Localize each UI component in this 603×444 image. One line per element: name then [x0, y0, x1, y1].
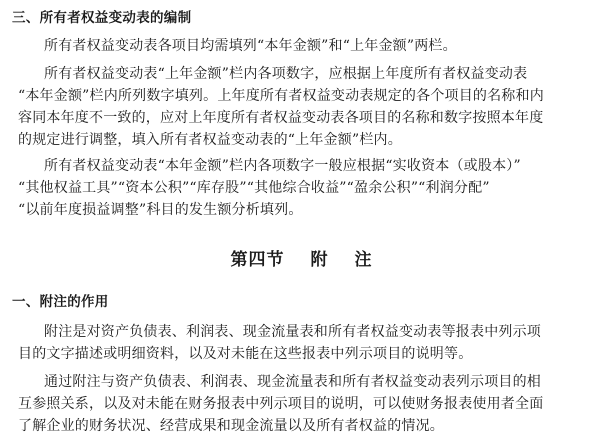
para5-line-1: 通过附注与资产负债表、利润表、现金流量表和所有者权益变动表列示项目的相: [44, 374, 541, 390]
para3-line-3: “以前年度损益调整”科目的发生额分析填列。: [18, 202, 303, 218]
para2-line-1: 所有者权益变动表“上年金额”栏内各项数字，应根据上年度所有者权益变动表: [44, 66, 528, 82]
para5-line-2: 互参照关系，以及对未能在财务报表中列示项目的说明，可以使财务报表使用者全面: [18, 396, 544, 412]
para3-line-1: 所有者权益变动表“本年金额”栏内各项数字一般应根据“实收资本（或股本）”: [44, 158, 521, 174]
para4-line-2: 目的文字描述或明细资料，以及对未能在这些报表中列示项目的说明等。: [18, 346, 473, 362]
section-title-part-2: 附: [310, 250, 329, 270]
para2-line-2: “本年金额”栏内所列数字填列。上年度所有者权益变动表规定的各个项目的名称和内: [18, 88, 544, 104]
para2-line-4: 的规定进行调整，填入所有者权益变动表的“上年金额”栏内。: [18, 132, 402, 148]
heading-one: 一、附注的作用: [12, 294, 109, 310]
heading-three: 三、所有者权益变动表的编制: [12, 10, 192, 26]
section-title-part-1: 第四节: [230, 250, 285, 270]
section-title-part-3: 注: [354, 250, 373, 270]
section-title: [0, 245, 603, 270]
para2-line-3: 容同本年度不一致的，应对上年度所有者权益变动表各项目的名称和数字按照本年度: [18, 110, 544, 126]
para3-line-2: “其他权益工具”“资本公积”“库存股”“其他综合收益”“盈余公积”“利润分配”: [18, 180, 490, 196]
para1-line-1: 所有者权益变动表各项目均需填列“本年金额”和“上年金额”两栏。: [44, 38, 457, 54]
para4-line-1: 附注是对资产负债表、利润表、现金流量表和所有者权益变动表等报表中列示项: [44, 324, 541, 340]
para5-line-3: 了解企业的财务状况、经营成果和现金流量以及所有者权益的情况。: [18, 418, 444, 434]
